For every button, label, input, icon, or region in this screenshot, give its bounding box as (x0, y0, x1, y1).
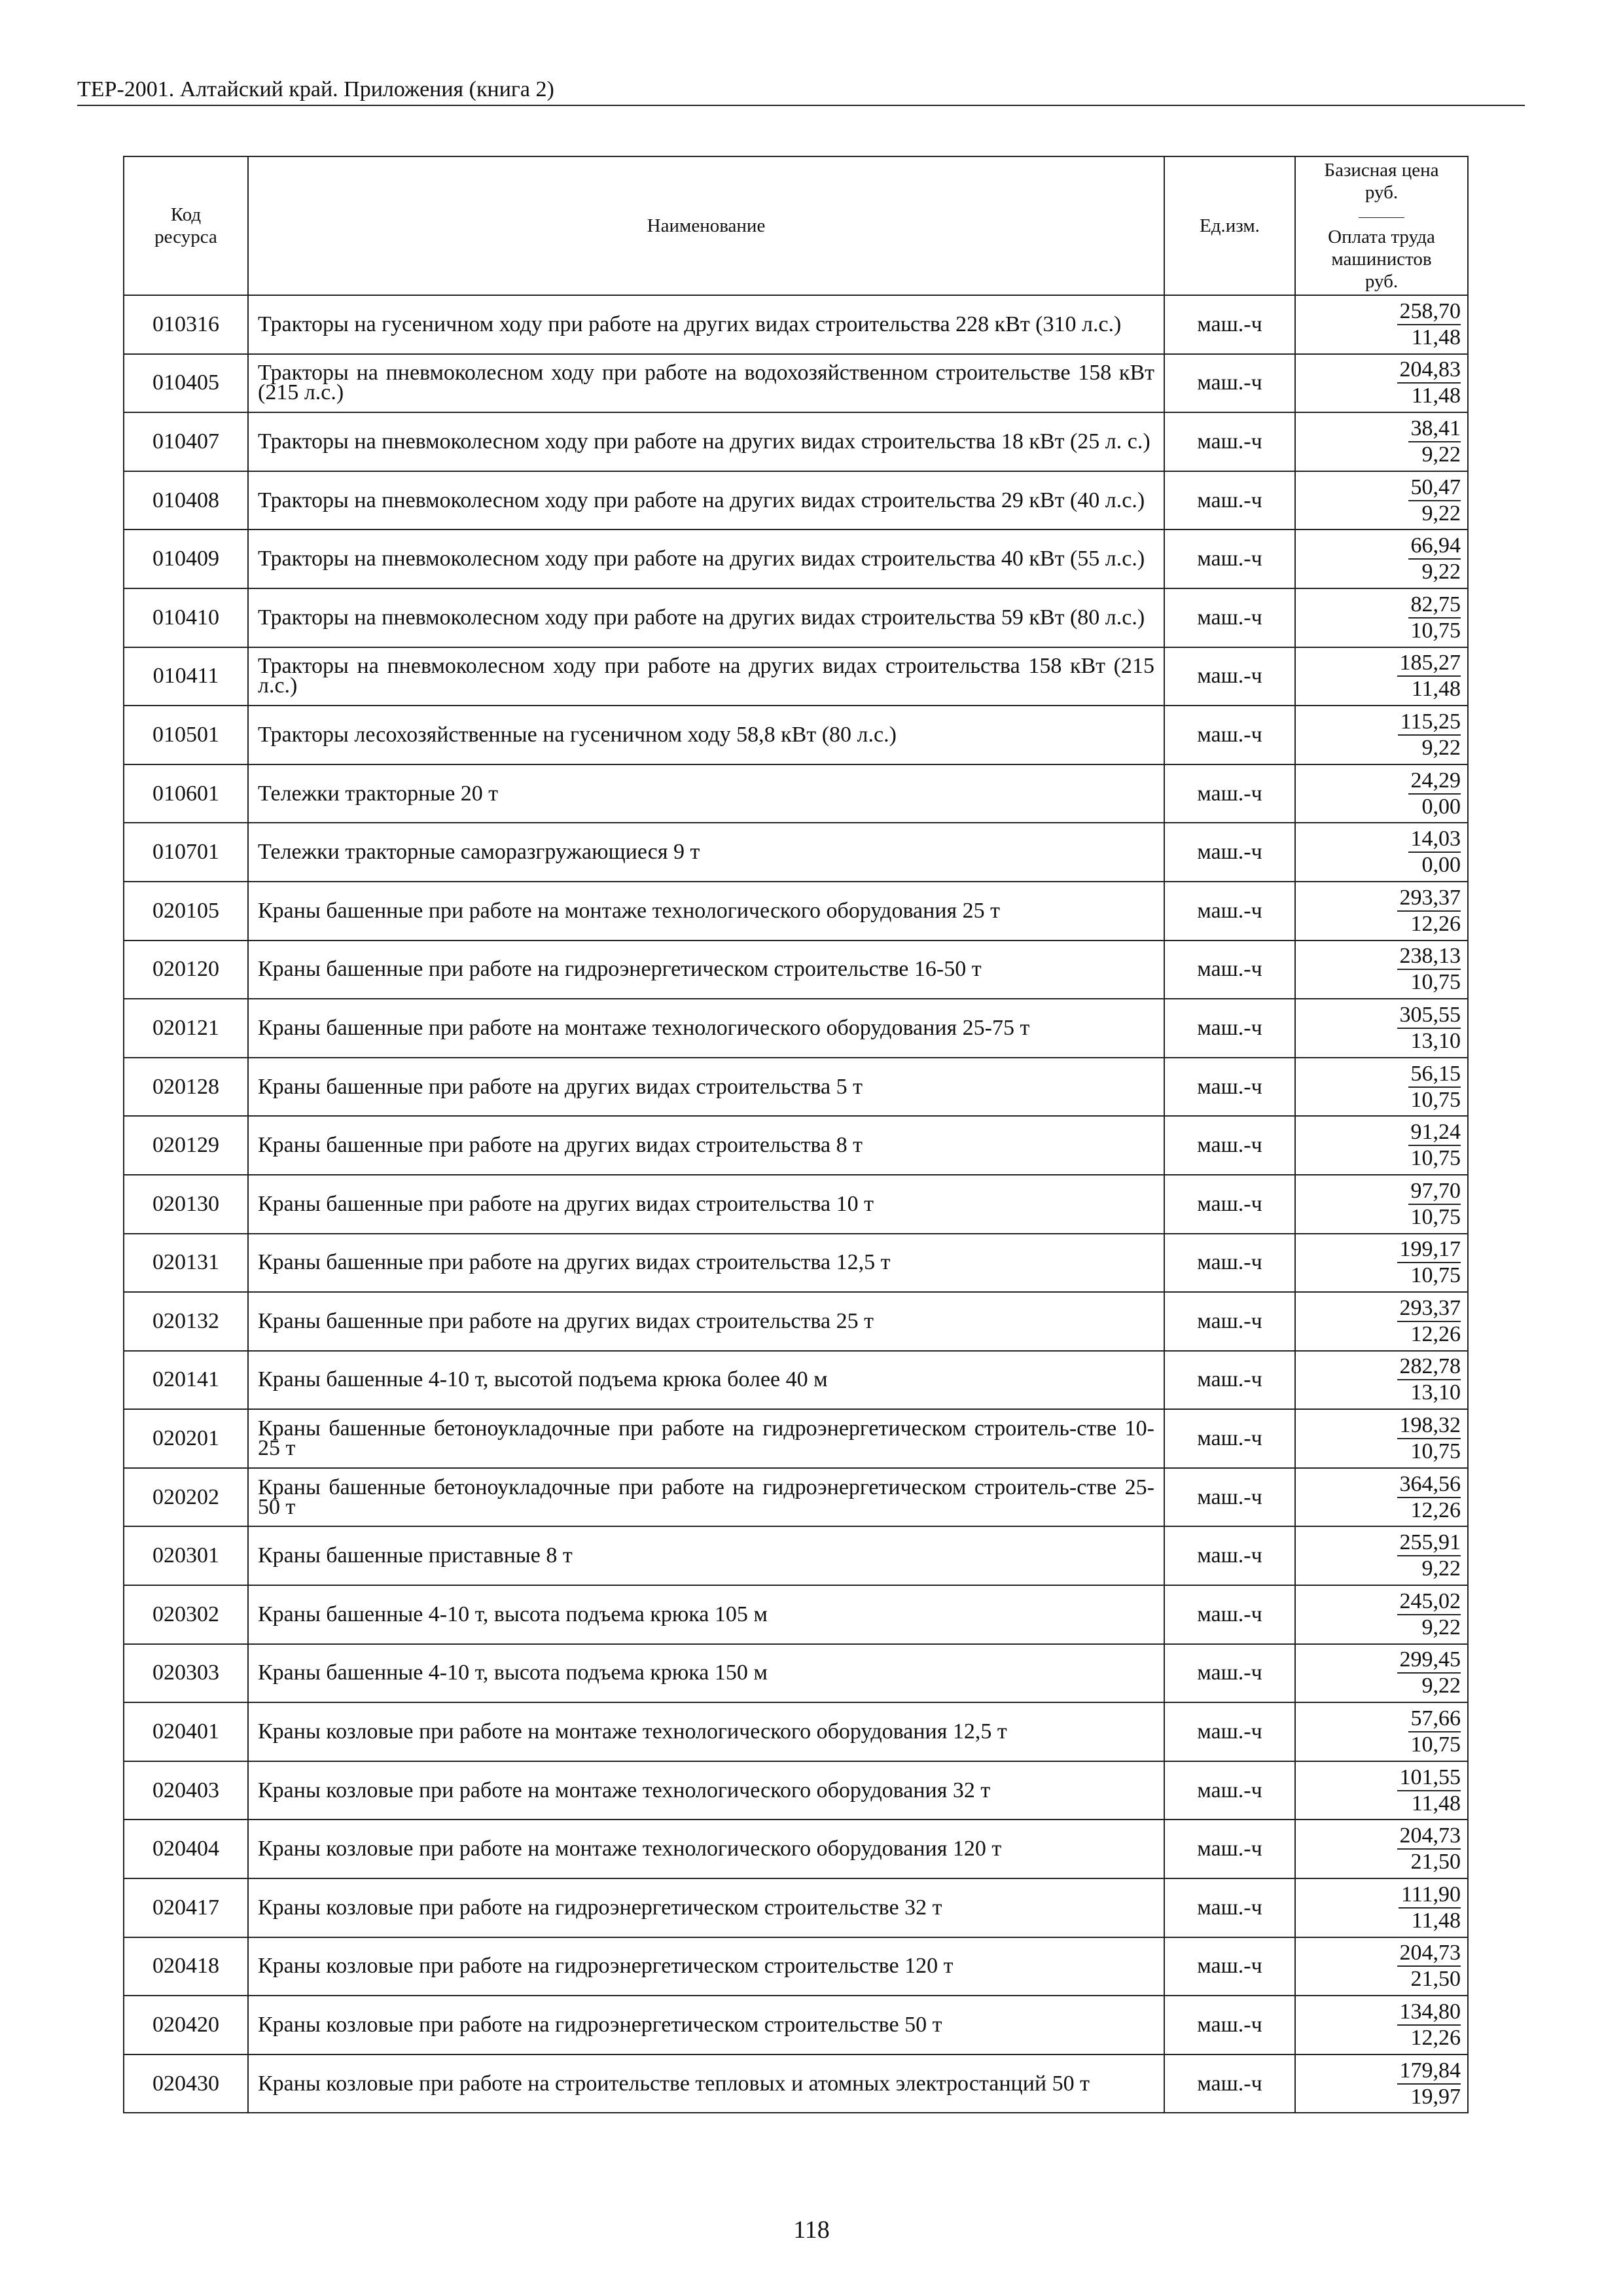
table-row (124, 1878, 1468, 1937)
resource-name: Краны башенные при работе на гидроэнергетическом строительстве 16-50 т (248, 941, 1164, 999)
operator-wage: 10,75 (1410, 618, 1461, 643)
resource-name: Тракторы на пневмоколесном ходу при работе на других видах строительства 158 кВт (215 л.с.) (248, 647, 1164, 706)
table-row (124, 1351, 1468, 1410)
resource-code: 020302 (124, 1585, 248, 1644)
unit-of-measure: маш.-ч (1164, 529, 1295, 588)
resource-name: Краны башенные при работе на других видах строительства 5 т (248, 1058, 1164, 1117)
operator-wage: 11,48 (1411, 325, 1461, 350)
resource-code: 020430 (124, 2054, 248, 2113)
unit-of-measure: маш.-ч (1164, 1761, 1295, 1820)
header-divider (77, 105, 1525, 106)
unit-of-measure: маш.-ч (1164, 1585, 1295, 1644)
base-price: 56,15 (1408, 1062, 1461, 1088)
resource-code: 020129 (124, 1116, 248, 1175)
table-row (124, 1468, 1468, 1527)
resource-name: Тракторы на пневмоколесном ходу при работе на других видах строительства 29 кВт (40 л.с.) (248, 471, 1164, 530)
resource-name: Краны башенные бетоноукладочные при работе на гидроэнергетическом строитель-стве 10-25 т (248, 1409, 1164, 1468)
base-price: 199,17 (1397, 1237, 1461, 1263)
resource-code: 020202 (124, 1468, 248, 1527)
base-price: 111,90 (1399, 1882, 1461, 1909)
header-labor-line-3: руб. (1364, 271, 1399, 292)
unit-of-measure: маш.-ч (1164, 1351, 1295, 1410)
unit-of-measure: маш.-ч (1164, 1878, 1295, 1937)
operator-wage: 0,00 (1421, 794, 1461, 819)
base-price: 305,55 (1397, 1003, 1461, 1029)
unit-of-measure: маш.-ч (1164, 1175, 1295, 1234)
unit-of-measure: маш.-ч (1164, 1644, 1295, 1703)
price-cell (1295, 882, 1468, 941)
base-price: 97,70 (1408, 1179, 1461, 1205)
base-price: 24,29 (1408, 768, 1461, 795)
table-row (124, 1058, 1468, 1117)
running-header: ТЕР-2001. Алтайский край. Приложения (книга 2) (77, 77, 554, 101)
operator-wage: 10,75 (1410, 1204, 1461, 1229)
resource-code: 020141 (124, 1351, 248, 1410)
unit-of-measure: маш.-ч (1164, 588, 1295, 647)
unit-of-measure: маш.-ч (1164, 354, 1295, 413)
header-unit: Ед.изм. (1164, 156, 1295, 295)
operator-wage: 10,75 (1410, 1087, 1461, 1112)
resource-code: 010409 (124, 529, 248, 588)
price-cell (1295, 1761, 1468, 1820)
base-price: 57,66 (1408, 1706, 1461, 1732)
resource-table (123, 156, 1469, 2113)
resource-name: Краны башенные 4-10 т, высота подъема крюка 105 м (248, 1585, 1164, 1644)
unit-of-measure: маш.-ч (1164, 1409, 1295, 1468)
resource-name: Краны башенные при работе на монтаже технологического оборудования 25-75 т (248, 999, 1164, 1058)
table-row (124, 823, 1468, 882)
unit-of-measure: маш.-ч (1164, 1116, 1295, 1175)
base-price: 115,25 (1398, 709, 1461, 736)
unit-of-measure: маш.-ч (1164, 882, 1295, 941)
resource-code: 020404 (124, 1820, 248, 1878)
header-name: Наименование (248, 156, 1164, 295)
operator-wage: 9,22 (1421, 442, 1461, 467)
table-row (124, 588, 1468, 647)
price-cell (1295, 1702, 1468, 1761)
resource-code: 020417 (124, 1878, 248, 1937)
base-price: 82,75 (1408, 592, 1461, 619)
unit-of-measure: маш.-ч (1164, 647, 1295, 706)
base-price: 204,73 (1397, 1823, 1461, 1850)
operator-wage: 10,75 (1410, 1732, 1461, 1757)
unit-of-measure: маш.-ч (1164, 1996, 1295, 2054)
resource-name: Краны козловые при работе на монтаже технологического оборудования 120 т (248, 1820, 1164, 1878)
table-row (124, 1292, 1468, 1351)
header-labor-line-1: Оплата труда (1328, 226, 1435, 247)
resource-name: Краны башенные приставные 8 т (248, 1526, 1164, 1585)
unit-of-measure: маш.-ч (1164, 1820, 1295, 1878)
price-cell (1295, 1820, 1468, 1878)
base-price: 282,78 (1397, 1354, 1461, 1380)
price-cell (1295, 941, 1468, 999)
unit-of-measure: маш.-ч (1164, 823, 1295, 882)
resource-name: Краны козловые при работе на монтаже технологического оборудования 32 т (248, 1761, 1164, 1820)
price-cell (1295, 354, 1468, 413)
price-cell (1295, 471, 1468, 530)
price-cell (1295, 706, 1468, 764)
resource-name: Краны козловые при работе на гидроэнергетическом строительстве 120 т (248, 1937, 1164, 1996)
resource-code: 020201 (124, 1409, 248, 1468)
price-cell (1295, 1937, 1468, 1996)
resource-name: Тележки тракторные саморазгружающиеся 9 т (248, 823, 1164, 882)
resource-name: Краны башенные при работе на монтаже технологического оборудования 25 т (248, 882, 1164, 941)
table-row (124, 295, 1468, 354)
operator-wage: 11,48 (1411, 1908, 1461, 1933)
table-row (124, 354, 1468, 413)
base-price: 238,13 (1397, 944, 1461, 970)
operator-wage: 11,48 (1411, 384, 1461, 408)
operator-wage: 21,50 (1410, 1850, 1461, 1874)
header-price-line-1: Базисная цена (1324, 160, 1439, 181)
resource-name: Тележки тракторные 20 т (248, 764, 1164, 823)
table-row (124, 999, 1468, 1058)
operator-wage: 9,22 (1421, 1615, 1461, 1640)
unit-of-measure: маш.-ч (1164, 295, 1295, 354)
price-cell (1295, 1409, 1468, 1468)
unit-of-measure: маш.-ч (1164, 1937, 1295, 1996)
base-price: 258,70 (1397, 299, 1461, 325)
resource-name: Краны козловые при работе на монтаже технологического оборудования 12,5 т (248, 1702, 1164, 1761)
base-price: 185,27 (1397, 651, 1461, 677)
operator-wage: 10,75 (1410, 970, 1461, 995)
resource-code: 020105 (124, 882, 248, 941)
unit-of-measure: маш.-ч (1164, 412, 1295, 471)
table-row (124, 412, 1468, 471)
operator-wage: 9,22 (1421, 1674, 1461, 1698)
resource-code: 020418 (124, 1937, 248, 1996)
header-code-line-2: ресурса (154, 226, 217, 247)
base-price: 299,45 (1397, 1647, 1461, 1674)
resource-code: 010411 (124, 647, 248, 706)
resource-name: Краны башенные при работе на других видах строительства 12,5 т (248, 1234, 1164, 1293)
resource-code: 020303 (124, 1644, 248, 1703)
base-price: 198,32 (1397, 1413, 1461, 1439)
unit-of-measure: маш.-ч (1164, 1702, 1295, 1761)
base-price: 38,41 (1408, 416, 1461, 442)
resource-code: 010407 (124, 412, 248, 471)
resource-name: Тракторы на пневмоколесном ходу при работе на водохозяйственном строительстве 158 кВт (215 л.с.) (248, 354, 1164, 413)
price-cell (1295, 412, 1468, 471)
price-cell (1295, 1292, 1468, 1351)
price-cell (1295, 1878, 1468, 1937)
resource-code: 020401 (124, 1702, 248, 1761)
unit-of-measure: маш.-ч (1164, 941, 1295, 999)
table-row (124, 1644, 1468, 1703)
header-labor-line-2: машинистов (1331, 249, 1432, 270)
unit-of-measure: маш.-ч (1164, 2054, 1295, 2113)
table-row (124, 1116, 1468, 1175)
table-row (124, 941, 1468, 999)
resource-code: 020130 (124, 1175, 248, 1234)
base-price: 204,73 (1397, 1941, 1461, 1967)
resource-code: 010316 (124, 295, 248, 354)
table-row (124, 1702, 1468, 1761)
header-price-line-2: руб. (1364, 182, 1399, 203)
resource-name: Краны козловые при работе на гидроэнергетическом строительстве 50 т (248, 1996, 1164, 2054)
resource-code: 020301 (124, 1526, 248, 1585)
resource-name: Краны башенные 4-10 т, высотой подъема крюка более 40 м (248, 1351, 1164, 1410)
resource-name: Краны башенные бетоноукладочные при работе на гидроэнергетическом строитель-стве 25-50 т (248, 1468, 1164, 1527)
table-row (124, 882, 1468, 941)
base-price: 14,03 (1408, 827, 1461, 853)
resource-name: Краны башенные при работе на других видах строительства 25 т (248, 1292, 1164, 1351)
operator-wage: 10,75 (1410, 1146, 1461, 1171)
resource-name: Тракторы на пневмоколесном ходу при работе на других видах строительства 18 кВт (25 л. с.) (248, 412, 1164, 471)
resource-name: Краны козловые при работе на строительстве тепловых и атомных электростанций 50 т (248, 2054, 1164, 2113)
resource-code: 020128 (124, 1058, 248, 1117)
base-price: 50,47 (1408, 475, 1461, 501)
table-row (124, 1175, 1468, 1234)
operator-wage: 13,10 (1410, 1028, 1461, 1053)
unit-of-measure: маш.-ч (1164, 1292, 1295, 1351)
price-cell (1295, 1585, 1468, 1644)
base-price: 364,56 (1397, 1472, 1461, 1498)
table-row (124, 706, 1468, 764)
table-row (124, 1234, 1468, 1293)
unit-of-measure: маш.-ч (1164, 1526, 1295, 1585)
resource-code: 020131 (124, 1234, 248, 1293)
price-cell (1295, 1175, 1468, 1234)
header-code-line-1: Код (170, 204, 202, 225)
price-cell (1295, 1468, 1468, 1527)
resource-name: Тракторы на пневмоколесном ходу при работе на других видах строительства 59 кВт (80 л.с.) (248, 588, 1164, 647)
base-price: 293,37 (1397, 886, 1461, 912)
operator-wage: 9,22 (1421, 735, 1461, 760)
operator-wage: 9,22 (1421, 1556, 1461, 1581)
resource-code: 020403 (124, 1761, 248, 1820)
base-price: 91,24 (1408, 1120, 1461, 1146)
unit-of-measure: маш.-ч (1164, 706, 1295, 764)
price-cell (1295, 999, 1468, 1058)
table-row (124, 1761, 1468, 1820)
resource-code: 010601 (124, 764, 248, 823)
base-price: 101,55 (1397, 1765, 1461, 1791)
price-cell (1295, 1996, 1468, 2054)
resource-name: Краны козловые при работе на гидроэнергетическом строительстве 32 т (248, 1878, 1164, 1937)
operator-wage: 12,26 (1410, 1321, 1461, 1346)
resource-code: 010410 (124, 588, 248, 647)
page-number: 118 (793, 2216, 830, 2244)
base-price: 134,80 (1397, 2000, 1461, 2026)
resource-name: Краны башенные при работе на других видах строительства 8 т (248, 1116, 1164, 1175)
price-cell (1295, 1234, 1468, 1293)
resource-code: 010501 (124, 706, 248, 764)
base-price: 245,02 (1397, 1589, 1461, 1615)
operator-wage: 12,26 (1410, 2026, 1461, 2051)
unit-of-measure: маш.-ч (1164, 1468, 1295, 1527)
price-cell (1295, 1351, 1468, 1410)
price-cell (1295, 764, 1468, 823)
table-row (124, 1937, 1468, 1996)
operator-wage: 21,50 (1410, 1967, 1461, 1992)
table-row (124, 1820, 1468, 1878)
resource-code: 010701 (124, 823, 248, 882)
table-row (124, 1996, 1468, 2054)
resource-code: 010408 (124, 471, 248, 530)
operator-wage: 10,75 (1410, 1439, 1461, 1464)
resource-name: Краны башенные при работе на других видах строительства 10 т (248, 1175, 1164, 1234)
resource-code: 010405 (124, 354, 248, 413)
resource-code: 020120 (124, 941, 248, 999)
base-price: 204,83 (1397, 357, 1461, 384)
price-cell (1295, 1644, 1468, 1703)
table-row (124, 1526, 1468, 1585)
base-price: 179,84 (1397, 2058, 1461, 2085)
operator-wage: 13,10 (1410, 1380, 1461, 1405)
header-price-divider (1359, 217, 1404, 218)
unit-of-measure: маш.-ч (1164, 471, 1295, 530)
table-row (124, 2054, 1468, 2113)
operator-wage: 10,75 (1410, 1263, 1461, 1288)
price-cell (1295, 295, 1468, 354)
resource-name: Тракторы лесохозяйственные на гусеничном ходу 58,8 кВт (80 л.с.) (248, 706, 1164, 764)
base-price: 293,37 (1397, 1296, 1461, 1322)
resource-name: Тракторы на пневмоколесном ходу при работе на других видах строительства 40 кВт (55 л.с.) (248, 529, 1164, 588)
operator-wage: 19,97 (1410, 2084, 1461, 2109)
table-row (124, 764, 1468, 823)
table-row (124, 471, 1468, 530)
table-row (124, 1409, 1468, 1468)
table-row (124, 529, 1468, 588)
operator-wage: 12,26 (1410, 911, 1461, 936)
operator-wage: 9,22 (1421, 560, 1461, 584)
operator-wage: 11,48 (1411, 677, 1461, 702)
price-cell (1295, 823, 1468, 882)
price-cell (1295, 529, 1468, 588)
price-cell (1295, 1058, 1468, 1117)
resource-code: 020420 (124, 1996, 248, 2054)
price-cell (1295, 588, 1468, 647)
operator-wage: 12,26 (1410, 1498, 1461, 1522)
resource-code: 020121 (124, 999, 248, 1058)
table-row (124, 1585, 1468, 1644)
resource-code: 020132 (124, 1292, 248, 1351)
unit-of-measure: маш.-ч (1164, 764, 1295, 823)
operator-wage: 9,22 (1421, 501, 1461, 526)
unit-of-measure: маш.-ч (1164, 1058, 1295, 1117)
operator-wage: 0,00 (1421, 853, 1461, 878)
base-price: 66,94 (1408, 533, 1461, 560)
price-cell (1295, 1526, 1468, 1585)
base-price: 255,91 (1397, 1530, 1461, 1556)
unit-of-measure: маш.-ч (1164, 999, 1295, 1058)
table-header-row (124, 156, 1468, 295)
resource-name: Краны башенные 4-10 т, высота подъема крюка 150 м (248, 1644, 1164, 1703)
price-cell (1295, 2054, 1468, 2113)
header-price (1295, 156, 1468, 295)
header-code (124, 156, 248, 295)
operator-wage: 11,48 (1411, 1791, 1461, 1816)
unit-of-measure: маш.-ч (1164, 1234, 1295, 1293)
price-cell (1295, 1116, 1468, 1175)
price-cell (1295, 647, 1468, 706)
table-row (124, 647, 1468, 706)
resource-name: Тракторы на гусеничном ходу при работе на других видах строительства 228 кВт (310 л.с.) (248, 295, 1164, 354)
